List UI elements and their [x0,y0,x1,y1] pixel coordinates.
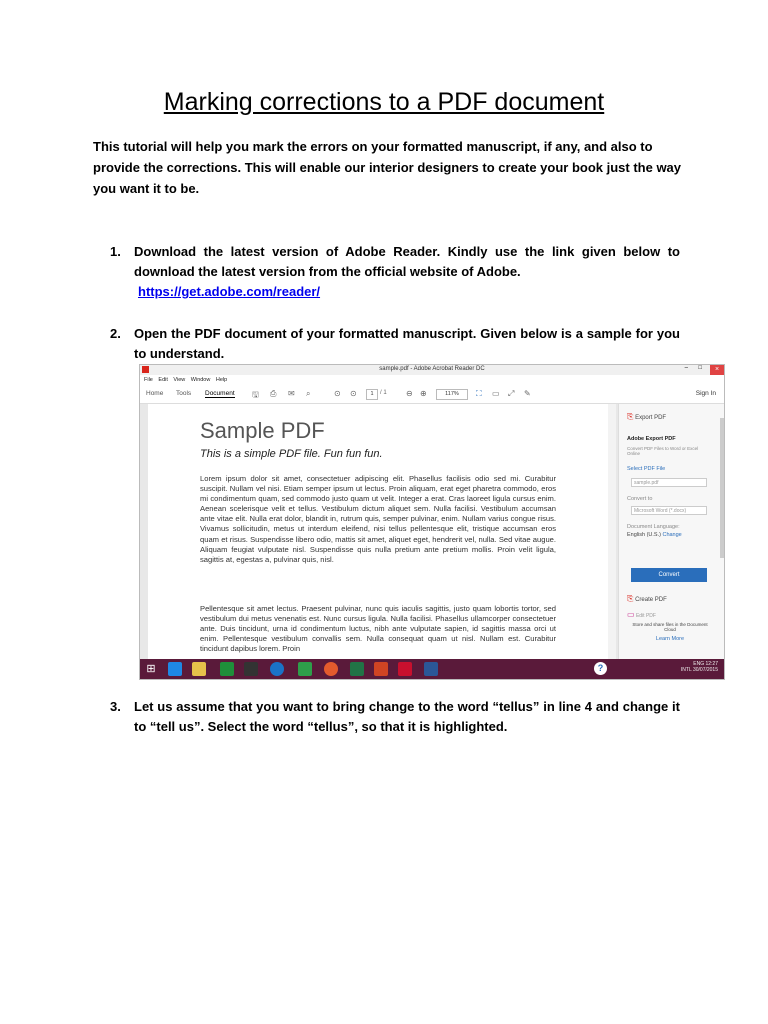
word-icon[interactable] [424,662,438,676]
step-number: 2. [110,326,121,341]
adobe-export-heading: Adobe Export PDF [627,436,676,442]
learn-more-link[interactable]: Learn More [655,636,685,642]
save-icon[interactable]: 🖫 [252,390,259,399]
document-scrollbar[interactable] [608,404,616,659]
menu-bar [140,375,724,385]
hp-icon[interactable] [270,662,284,676]
convert-button[interactable]: Convert [631,568,707,582]
document-area [140,404,618,659]
adobe-reader-link[interactable]: https://get.adobe.com/reader/ [138,284,321,299]
step-number: 3. [110,699,121,714]
menu-edit[interactable]: Edit [158,377,168,383]
convert-to-label: Convert to [627,496,653,502]
help-icon[interactable]: ? [594,662,607,675]
create-pdf-tool[interactable]: ⎘ Create PDF [627,594,667,603]
system-tray: ENG 12:27 INTL 30/07/2015 [680,661,718,673]
pdf-paragraph-2: Pellentesque sit amet lectus. Praesent pulvinar, nunc quis iaculis sagittis, justo quam lobortis tortor, sed vestibulum dui metus venenatis est. Nunc cursus ligula. Nulla facilisi. Phasellus ullamcorper consectetuer ante. Duis tincidunt, urna id condimentum luctus, nibh ante vulputate sapien, id sagittis massa orci ut enim. Pellentesque vestibulum convallis sem. Nulla consequat quam ut nisl. Nullam est. Curabitur tincidunt dapibus lorem. Proin [200,604,556,654]
maximize-icon[interactable]: □ [698,365,702,371]
sign-in-button[interactable]: Sign In [695,390,716,397]
page-number-input[interactable]: 1 [366,389,378,400]
language-row: English (U.S.) Change [627,532,682,538]
menu-view[interactable]: View [173,377,186,383]
zoom-out-icon[interactable]: ⊖ [406,389,413,398]
comment-icon[interactable]: ✎ [524,389,531,398]
edit-pdf-icon: ▭ [627,610,635,619]
window-title: sample.pdf - Adobe Acrobat Reader DC [379,366,485,372]
step-number: 1. [110,244,121,259]
fullscreen-icon[interactable]: ⤢ [508,389,515,398]
close-icon[interactable]: × [710,365,724,375]
menu-help[interactable]: Help [215,377,228,383]
edit-pdf-tool[interactable]: ▭ Edit PDF [627,610,656,619]
fit-page-icon[interactable]: ⛶ [476,389,482,398]
step-text: Let us assume that you want to bring change to the word “tellus” in line 4 and change it to “tell us”. Select the word “tellus”, so that it is highlighted. [134,699,680,734]
search-icon[interactable]: ⌕ [306,389,311,398]
step-1 [110,242,680,302]
tab-document[interactable]: Document [205,390,235,397]
pdf-title: Sample PDF [200,418,325,443]
minimize-icon[interactable]: – [684,365,688,371]
page-total: / 1 [380,390,387,396]
chrome-icon[interactable] [324,662,338,676]
acrobat-taskbar-icon[interactable] [398,662,412,676]
page-title: Marking corrections to a PDF document [163,88,605,116]
store-share-text: Store and share files in the Document Cloud [632,622,708,632]
windows-start-icon[interactable]: ⊞ [146,663,156,675]
powerpoint-icon[interactable] [374,662,388,676]
prev-page-icon[interactable]: ⊙ [334,389,341,398]
step-3 [110,697,680,737]
print-icon[interactable]: ⎙ [270,389,277,398]
pane-scrollbar[interactable] [720,418,724,558]
tab-tools[interactable]: Tools [176,390,192,397]
acrobat-screenshot [139,364,725,680]
step-2 [110,324,680,364]
app-green-icon[interactable] [220,662,234,676]
create-pdf-icon: ⎘ [627,594,634,603]
pdf-paragraph-1: Lorem ipsum dolor sit amet, consectetuer adipiscing elit. Phasellus facilisis odio sed mi. Curabitur suscipit. Nullam vel nisi. Etiam semper ipsum ut lectus. Proin aliquam, erat eget pharetra commodo, eros mi condimentum quam, sed commodo justo quam ut velit. Integer a erat. Cras laoreet ligula cursus enim. Aenean scelerisque velit et tellus. Vestibulum dictum aliquet sem. Nulla facilisi. Vestibulum accumsan ante vitae elit. Nulla erat dolor, blandit in, rutrum quis, semper pulvinar, enim. Nullam varius congue risus. Vivamus sollicitudin, metus ut interdum eleifend, nisi tellus pellentesque elit, tristique accumsan eros quam et risus. Suspendisse libero odio, mattis sit amet, aliquet eget, hendrerit vel, nulla. Sed vitae augue. Aliquam feugiat vulputate nisl. Suspendisse quis nulla pretium ante pretium mollis. Proin velit ligula, sagittis at, egestas a, pulvinar quis, nisl. [200,474,556,564]
export-description: Convert PDF Files to Word or Excel Online [627,446,699,456]
toolbar [140,385,724,404]
step-text: Download the latest version of Adobe Reader. Kindly use the link given below to download the latest version from the official website of Adobe. [134,244,680,279]
menu-window[interactable]: Window [190,377,211,383]
zoom-select[interactable]: 117% [436,389,468,400]
export-pdf-icon: ⎘ [627,412,634,421]
pdf-subtitle: This is a simple PDF file. Fun fun fun. [200,448,383,460]
document-language-label: Document Language: [627,524,680,530]
file-field[interactable]: sample.pdf [631,478,707,487]
tab-home[interactable]: Home [146,390,164,397]
right-pane [618,404,725,659]
change-language-link[interactable]: Change [662,532,682,538]
file-explorer-icon[interactable] [192,662,206,676]
windows-taskbar [140,659,724,679]
step-text: Open the PDF document of your formatted manuscript. Given below is a sample for you to understand. [134,326,680,361]
format-select[interactable]: Microsoft Word (*.docx) [631,506,707,515]
internet-explorer-icon[interactable] [168,662,182,676]
window-titlebar [140,365,724,375]
intro-paragraph: This tutorial will help you mark the errors on your formatted manuscript, if any, and also to provide the corrections. This will enable our interior designers to create your book just the way you want it to be. [93,139,682,196]
calculator-icon[interactable] [298,662,312,676]
next-page-icon[interactable]: ⊙ [350,389,357,398]
excel-icon[interactable] [350,662,364,676]
camera-app-icon[interactable] [244,662,258,676]
email-icon[interactable]: ✉ [288,389,295,398]
menu-file[interactable]: File [144,377,153,383]
fit-width-icon[interactable]: ▭ [492,389,500,398]
export-pdf-tool[interactable]: ⎘ Export PDF [627,412,667,421]
pdf-page [148,404,608,659]
zoom-in-icon[interactable]: ⊕ [420,389,427,398]
select-pdf-file-link[interactable]: Select PDF File [627,466,666,472]
